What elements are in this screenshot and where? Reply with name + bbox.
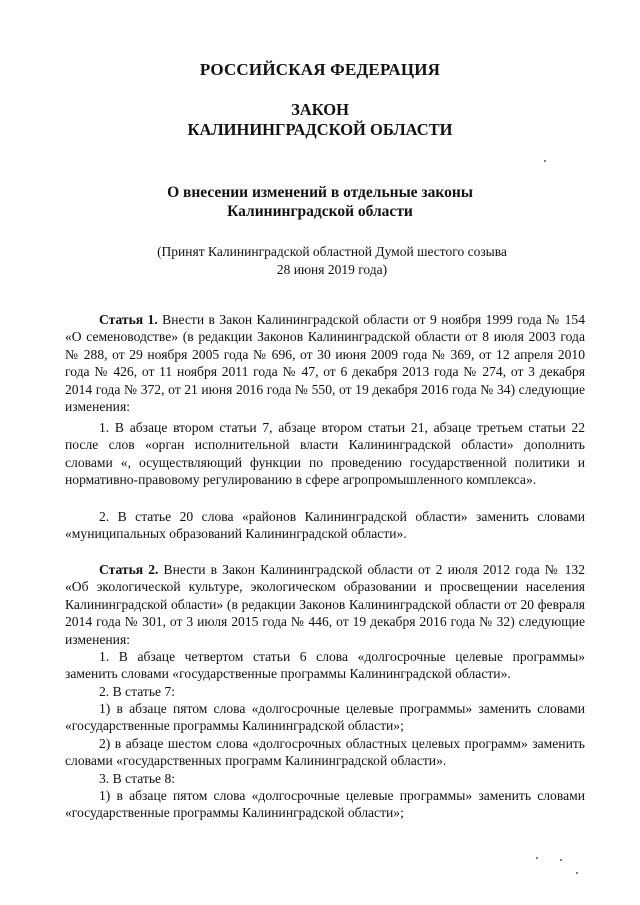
article-2-item-3: 3. В статье 8: xyxy=(99,771,176,786)
country-heading: РОССИЙСКАЯ ФЕДЕРАЦИЯ xyxy=(199,60,441,79)
region-heading: КАЛИНИНГРАДСКОЙ ОБЛАСТИ xyxy=(187,120,453,139)
law-heading: ЗАКОН xyxy=(291,100,349,119)
scan-speck xyxy=(544,160,546,162)
adoption-note-line2: 28 июня 2019 года) xyxy=(276,262,388,277)
article-2-intro-text: Внести в Закон Калининградской области от 2 июля 2012 года № 132 «Об экологической культуре, экологическом образовании и просвещении населения Калининградской области» (в редакции Законов Калининградской области от 20 февраля 2014 года № 301, от 3 июля 2015 года № 446, от 19 декабря 2016 года № 32) следующие изменения: xyxy=(65,562,585,647)
law-title-line1: О внесении изменений в отдельные законы xyxy=(167,184,473,201)
article-1-item-2: 2. В статье 20 слова «районов Калининградской области» заменить словами «муниципальных образований Калининградской области». xyxy=(65,509,585,542)
article-2-item-1: 1. В абзаце четвертом статьи 6 слова «долгосрочные целевые программы» заменить словами «государственные программы Калининградской области». xyxy=(65,649,585,682)
scan-speck xyxy=(536,857,538,859)
article-1-label: Статья 1. xyxy=(99,312,158,327)
scan-speck xyxy=(560,859,562,861)
article-2-label: Статья 2. xyxy=(99,562,159,577)
article-2-item-3-subitem-1: 1) в абзаце пятом слова «долгосрочные целевые программы» заменить словами «государственные программы Калининградской области»; xyxy=(65,788,585,821)
article-1-intro xyxy=(65,311,585,415)
scan-speck xyxy=(576,872,578,874)
article-1-intro-text: Внести в Закон Калининградской области от 9 ноября 1999 года № 154 «О семеноводстве» (в редакции Законов Калининградской области от 8 июля 2003 года № 288, от 29 ноября 2005 года № 696, от 30 июня 2009 года № 369, от 12 апреля 2010 года № 426, от 11 ноября 2011 года № 47, от 6 декабря 2013 года № 274, от 3 декабря 2014 года № 372, от 21 июня 2016 года № 550, от 19 декабря 2016 года № 34) следующие изменения: xyxy=(65,312,585,415)
article-2-subitem-1: 1) в абзаце пятом слова «долгосрочные целевые программы» заменить словами «государственные программы Калининградской области»; xyxy=(65,701,585,734)
law-title-line2: Калининградской области xyxy=(227,203,413,220)
article-2-intro xyxy=(65,561,585,648)
adoption-note-line1: (Принят Калининградской областной Думой шестого созыва xyxy=(157,244,507,259)
article-2-item-2: 2. В статье 7: xyxy=(99,684,176,699)
article-1-item-1: 1. В абзаце втором статьи 7, абзаце втором статьи 21, абзаце третьем статьи 22 после слов «орган исполнительной власти Калининградской области» дополнить словами «, осуществляющий функции по проведению государственной политики и нормативно-правовому регулированию в сфере агропромышленного комплекса». xyxy=(65,420,585,488)
article-2-subitem-2: 2) в абзаце шестом слова «долгосрочных областных целевых программ» заменить словами «государственных программ Калининградской области». xyxy=(65,736,585,769)
